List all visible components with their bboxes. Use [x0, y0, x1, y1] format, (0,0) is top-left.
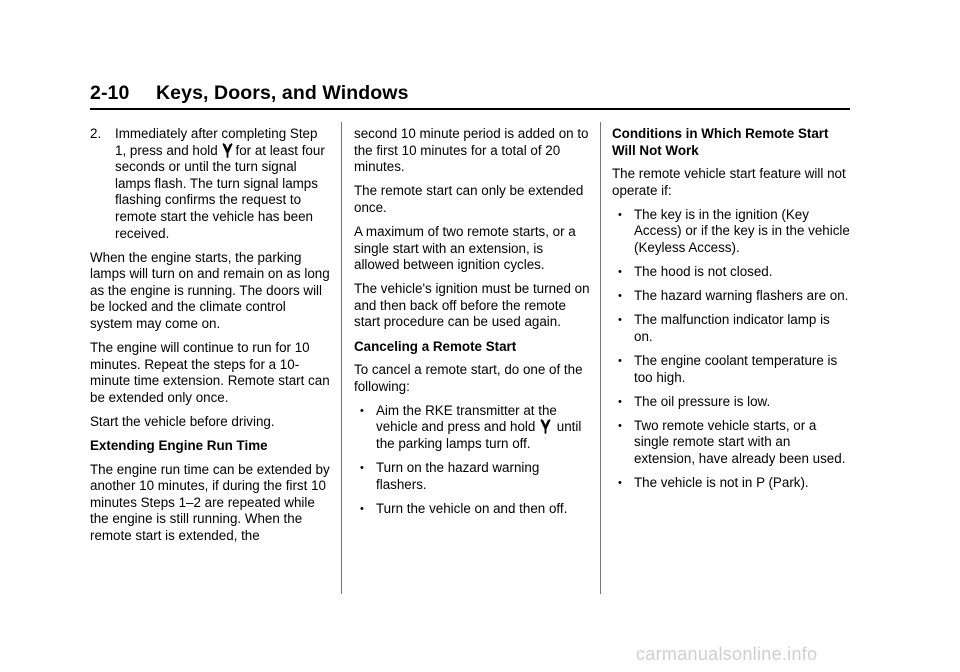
bullet-text: The vehicle is not in P (Park).: [634, 475, 809, 491]
section-title: Keys, Doors, and Windows: [156, 82, 409, 104]
column-2: [354, 126, 590, 525]
bullet-icon: •: [618, 395, 622, 408]
bullet-icon: •: [618, 266, 622, 279]
subheading-extending: Extending Engine Run Time: [90, 438, 268, 454]
page-number: 2-10: [90, 82, 130, 104]
page-header: [90, 82, 850, 105]
bullet-item: [354, 501, 590, 518]
bullet-icon: •: [618, 477, 622, 490]
bullet-text: Turn the vehicle on and then off.: [376, 500, 568, 516]
bullet-icon: •: [360, 404, 364, 417]
column-divider-1: [341, 122, 342, 594]
bullet-icon: •: [360, 462, 364, 475]
bullet-item: [612, 353, 852, 386]
paragraph: The vehicle's ignition must be turned on and then back off before the remote start procedure can be used again.: [354, 281, 590, 330]
bullet-text: Two remote vehicle starts, or a single remote start with an extension, have already been used.: [634, 417, 846, 466]
bullet-text: The malfunction indicator lamp is on.: [634, 312, 830, 344]
column-1: [90, 126, 330, 552]
bullet-item: [612, 394, 852, 411]
subheading-canceling: Canceling a Remote Start: [354, 338, 517, 354]
bullet-item: [354, 403, 590, 453]
bullet-icon: •: [618, 419, 622, 432]
paragraph: The engine run time can be extended by another 10 minutes, if during the first 10 minutes Steps 1–2 are repeated while the engine is still running. When the remote start is extended, the: [90, 461, 330, 544]
bullet-text: Turn on the hazard warning flashers.: [376, 460, 540, 492]
bullet-icon: •: [618, 208, 622, 221]
bullet-text-a: Aim the RKE transmitter at the vehicle and press and hold: [376, 402, 557, 435]
step-2-text-b: for at least four seconds or until the turn signal lamps flash. The turn signal lamps flashing confirms the request to remote start the vehicle has been received.: [115, 142, 325, 241]
remote-start-icon: [540, 419, 551, 434]
bullet-icon: •: [360, 502, 364, 515]
paragraph: A maximum of two remote starts, or a single start with an extension, is allowed between ignition cycles.: [354, 223, 576, 273]
paragraph: To cancel a remote start, do one of the following:: [354, 362, 583, 394]
remote-start-icon: [222, 143, 233, 158]
bullet-text: The hazard warning flashers are on.: [634, 288, 849, 304]
subheading-conditions: Conditions in Which Remote Start Will Not Work: [612, 126, 829, 158]
bullet-icon: •: [618, 290, 622, 303]
paragraph: The remote start can only be extended once.: [354, 183, 584, 215]
bullet-item: [354, 460, 590, 493]
paragraph: The remote vehicle start feature will not operate if:: [612, 166, 846, 198]
paragraph: Start the vehicle before driving.: [90, 414, 275, 429]
paragraph: second 10 minute period is added on to the first 10 minutes for a total of 20 minutes.: [354, 126, 589, 175]
step-2-text-a: Immediately after completing Step 1, press and hold: [115, 126, 318, 158]
bullet-text: The key is in the ignition (Key Access) or if the key is in the vehicle (Keyless Access).: [634, 206, 850, 256]
paragraph: When the engine starts, the parking lamps will turn on and remain on as long as the engine is running. The doors will be locked and the climate control system may come on.: [90, 249, 330, 332]
header-rule: [90, 108, 850, 110]
step-number: 2.: [90, 126, 102, 141]
column-divider-2: [600, 122, 601, 594]
bullet-item: [612, 264, 852, 281]
bullet-text: The engine coolant temperature is too high.: [634, 353, 838, 385]
bullet-item: [612, 475, 852, 492]
column-3: [612, 126, 852, 499]
bullet-text-b: until the parking lamps turn off.: [376, 419, 582, 451]
bullet-text: The oil pressure is low.: [634, 393, 771, 409]
bullet-item: [612, 418, 852, 468]
header-title: [90, 82, 850, 105]
bullet-item: [612, 288, 852, 305]
bullet-icon: •: [618, 355, 622, 368]
bullet-item: [612, 312, 852, 345]
watermark: carmanualsonline.info: [636, 644, 818, 664]
step-2: [90, 126, 330, 242]
bullet-icon: •: [618, 314, 622, 327]
paragraph: The engine will continue to run for 10 minutes. Repeat the steps for a 10-minute time extension. Remote start can be extended only once.: [90, 340, 330, 405]
bullet-text: The hood is not closed.: [634, 264, 773, 280]
bullet-item: [612, 207, 852, 257]
